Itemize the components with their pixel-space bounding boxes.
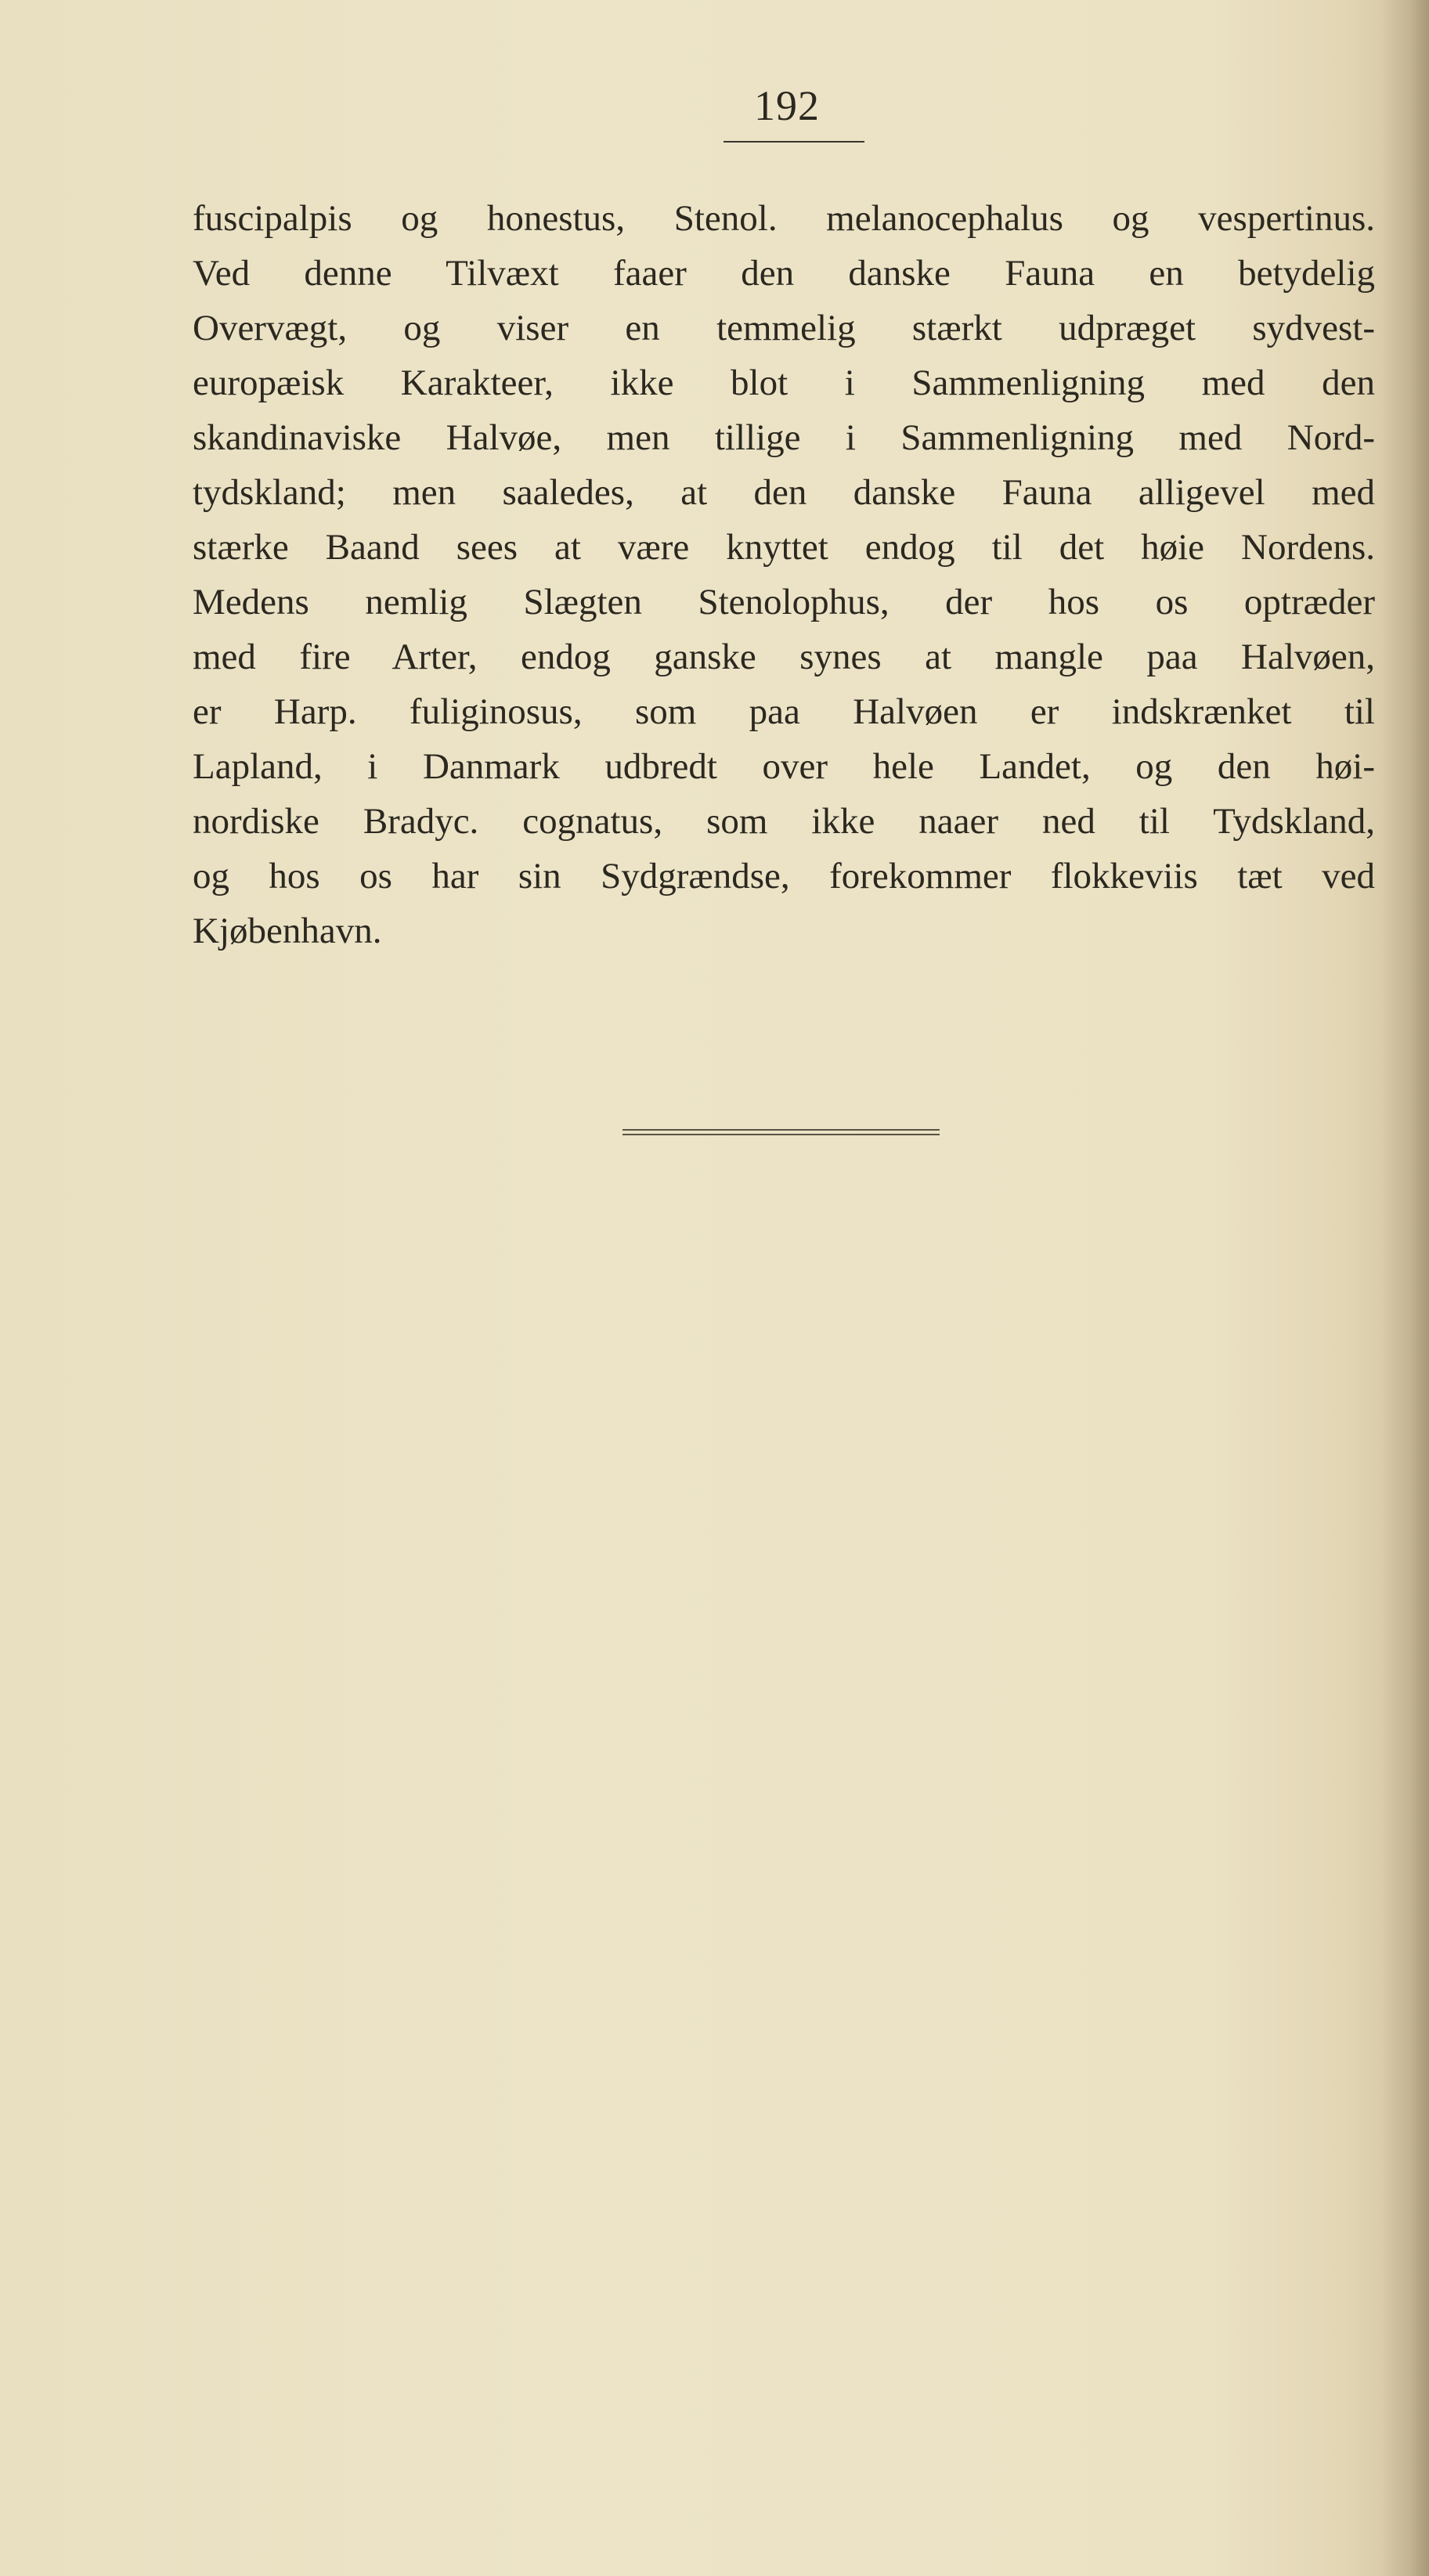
text-line-4: europæisk Karakteer, ikke blot i Sammenligning med den [193,363,1375,403]
text-line-13: og hos os har sin Sydgrændse, forekommer flokkeviis tæt ved [193,856,1375,897]
page-edge-shadow [1382,0,1429,2576]
text-line-10: er Harp. fuliginosus, som paa Halvøen er indskrænket til [193,691,1375,732]
page-number-underline [724,141,864,143]
text-line-11: Lapland, i Danmark udbredt over hele Landet, og den høi- [193,746,1375,787]
page-number: 192 [754,82,820,129]
text-line-3: Overvægt, og viser en temmelig stærkt udpræget sydvest- [193,308,1375,348]
text-line-1: fuscipalpis og honestus, Stenol. melanocephalus og vespertinus. [193,198,1375,239]
text-line-2: Ved denne Tilvæxt faaer den danske Fauna en betydelig [193,253,1375,294]
text-line-6: tydskland; men saaledes, at den danske Fauna alligevel med [193,472,1375,513]
text-line-7: stærke Baand sees at være knyttet endog til det høie Nordens. [193,527,1375,568]
text-line-5: skandinaviske Halvøe, men tillige i Sammenligning med Nord- [193,417,1375,458]
text-line-8: Medens nemlig Slægten Stenolophus, der hos os optræder [193,582,1375,622]
body-text [193,191,1375,958]
text-line-9: med fire Arter, endog ganske synes at mangle paa Halvøen, [193,637,1375,677]
text-line-14: Kjøbenhavn. [193,911,382,951]
section-end-double-rule [622,1129,940,1135]
text-line-12: nordiske Bradyc. cognatus, som ikke naaer ned til Tydskland, [193,801,1375,842]
